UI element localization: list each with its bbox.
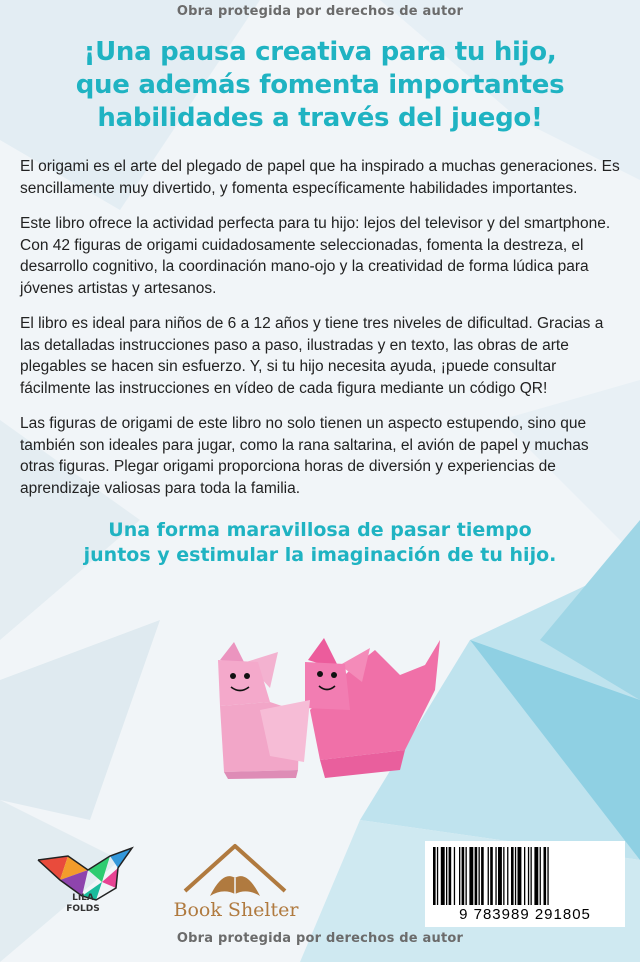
lila-wordmark-line-2: FOLDS bbox=[66, 904, 100, 914]
copyright-watermark-top: Obra protegida por derechos de autor bbox=[176, 4, 464, 19]
description-body bbox=[20, 156, 624, 513]
isbn-number: 9 783989 291805 bbox=[459, 906, 591, 923]
paragraph-ages: El libro es ideal para niños de 6 a 12 años y tiene tres niveles de dificultad. Gracias a las detalladas instrucciones paso a paso, ilustradas y en texto, las obras de arte plegables se hacen sin esfuerzo. Y, si tu hijo necesita ayuda, ¡puede consultar fácilmente las instrucciones en vídeo de cada figura mediante un código QR! bbox=[20, 315, 604, 397]
book-shelter-wordmark: Book Shelter bbox=[173, 899, 299, 921]
headline-line-1: ¡Una pausa creativa para tu hijo, bbox=[83, 37, 557, 67]
paragraph-activity: Este libro ofrece la actividad perfecta para tu hijo: lejos del televisor y del smartphone. Con 42 figuras de origami cuidadosamente seleccionadas, fomenta la destreza, el desarrollo cognitivo, la coordinación mano-ojo y la creatividad de forma lúdica para jóvenes artistas y artesanos. bbox=[20, 215, 611, 297]
lila-folds-wordmark bbox=[55, 893, 111, 915]
paragraph-intro: El origami es el arte del plegado de papel que ha inspirado a muchas generaciones. Es sencillamente muy divertido, y fomenta específicamente habilidades importantes. bbox=[20, 158, 620, 197]
origami-mice-illustration bbox=[200, 630, 460, 780]
headline bbox=[20, 36, 620, 135]
tagline-line-2: juntos y estimular la imaginación de tu hijo. bbox=[83, 544, 557, 566]
lila-wordmark-line-1: LILA bbox=[72, 893, 94, 903]
tagline-line-1: Una forma maravillosa de pasar tiempo bbox=[108, 519, 532, 541]
paragraph-play: Las figuras de origami de este libro no solo tienen un aspecto estupendo, sino que también son ideales para jugar, como la rana saltarina, el avión de papel y muchas otras figuras. Plegar origami proporciona horas de diversión y experiencias de aprendizaje valiosas para toda la familia. bbox=[20, 415, 589, 497]
copyright-watermark-bottom: Obra protegida por derechos de autor bbox=[176, 931, 464, 946]
headline-line-3: habilidades a través del juego! bbox=[97, 103, 543, 133]
tagline bbox=[20, 518, 620, 568]
headline-line-2: que además fomenta importantes bbox=[75, 70, 565, 100]
